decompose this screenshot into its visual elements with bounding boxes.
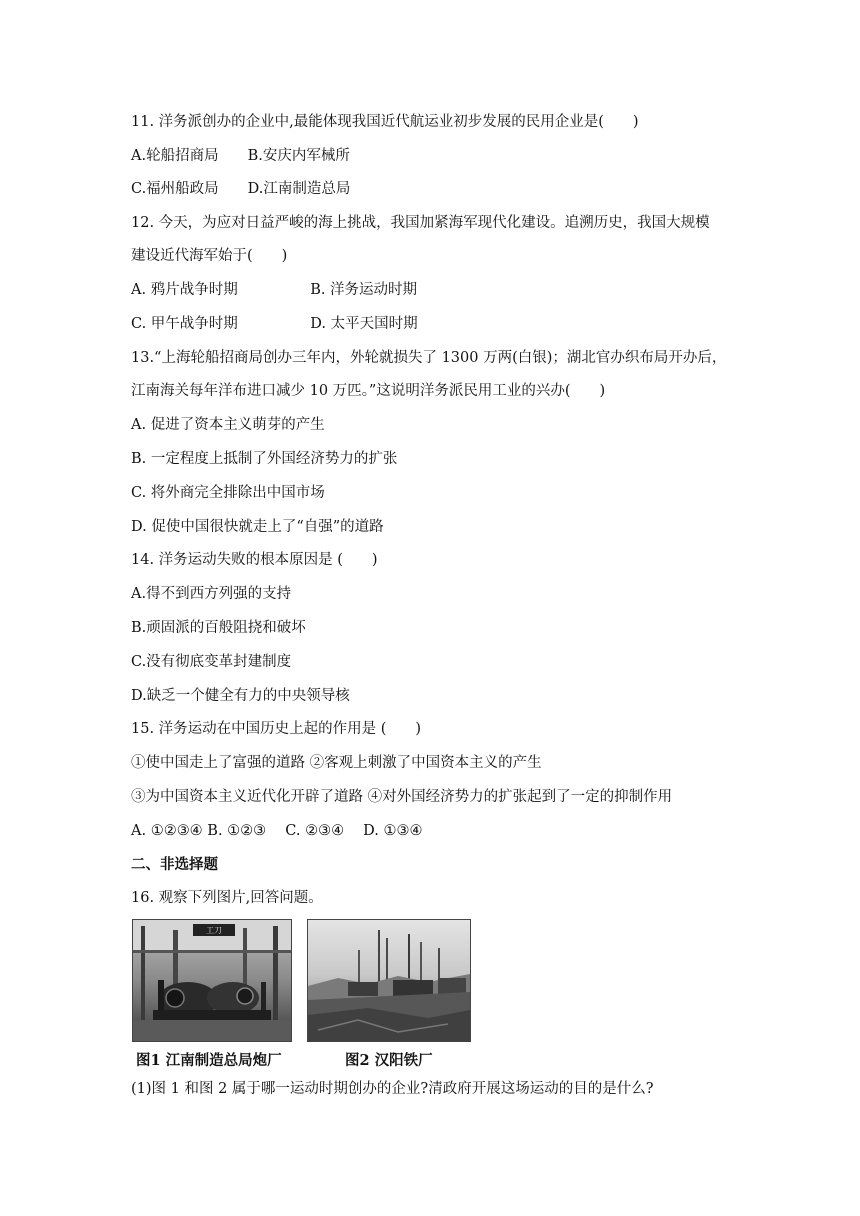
q14-option-c: C.没有彻底变革封建制度	[131, 654, 292, 670]
q14-stem: 14. 洋务运动失败的根本原因是 ( )	[131, 552, 378, 568]
q16-stem: 16. 观察下列图片,回答问题。	[131, 890, 323, 906]
q12-stem-line2: 建设近代海军始于( )	[131, 248, 288, 264]
figure1-caption: 图1 江南制造总局炮厂	[136, 1052, 282, 1069]
q13-option-c: C. 将外商完全排除出中国市场	[131, 485, 325, 501]
q16-subquestion-1: (1)图 1 和图 2 属于哪一运动时期创办的企业?清政府开展这场运动的目的是什么?	[131, 1081, 654, 1097]
q13-option-a: A. 促进了资本主义萌芽的产生	[131, 417, 325, 433]
q15-stem: 15. 洋务运动在中国历史上起的作用是 ( )	[131, 721, 422, 737]
figure2-caption: 图2 汉阳铁厂	[345, 1052, 433, 1069]
q12-options-ab: A. 鸦片战争时期 B. 洋务运动时期	[131, 282, 418, 298]
figure1-photo	[132, 919, 292, 1042]
q14-option-b: B.顽固派的百般阻挠和破坏	[131, 620, 306, 636]
ironworks-panorama-image	[308, 920, 470, 1041]
q12-stem-line1: 12. 今天，为应对日益严峻的海上挑战，我国加紧海军现代化建设。追溯历史，我国大规模	[131, 215, 710, 231]
q14-option-a: A.得不到西方列强的支持	[131, 586, 292, 602]
factory-interior-image	[133, 920, 291, 1041]
q11-options-cd: C.福州船政局 D.江南制造总局	[131, 181, 351, 197]
q11-options-ab: A.轮船招商局 B.安庆内军械所	[131, 148, 350, 164]
figure2-photo	[307, 919, 471, 1042]
q13-stem-line1: 13.“上海轮船招商局创办三年内，外轮就损失了 1300 万两(白银)；湖北官办织布局开办后，	[131, 350, 727, 366]
q15-items-line2: ③为中国资本主义近代化开辟了道路 ④对外国经济势力的扩张起到了一定的抑制作用	[131, 789, 673, 805]
q14-option-d: D.缺乏一个健全有力的中央领导核	[131, 688, 350, 704]
q11-stem: 11. 洋务派创办的企业中,最能体现我国近代航运业初步发展的民用企业是( )	[131, 114, 639, 130]
q13-stem-line2: 江南海关每年洋布进口减少 10 万匹。”这说明洋务派民用工业的兴办( )	[131, 383, 606, 399]
q13-option-b: B. 一定程度上抵制了外国经济势力的扩张	[131, 451, 398, 467]
q12-options-cd: C. 甲午战争时期 D. 太平天国时期	[131, 316, 418, 332]
q13-option-d: D. 促使中国很快就走上了“自强”的道路	[131, 519, 384, 535]
q15-options: A. ①②③④ B. ①②③ C. ②③④ D. ①③④	[131, 823, 423, 839]
factory-sign-text: 工刀	[206, 926, 222, 935]
q15-items-line1: ①使中国走上了富强的道路 ②客观上刺激了中国资本主义的产生	[131, 755, 542, 771]
section-title: 二、非选择题	[131, 856, 218, 873]
